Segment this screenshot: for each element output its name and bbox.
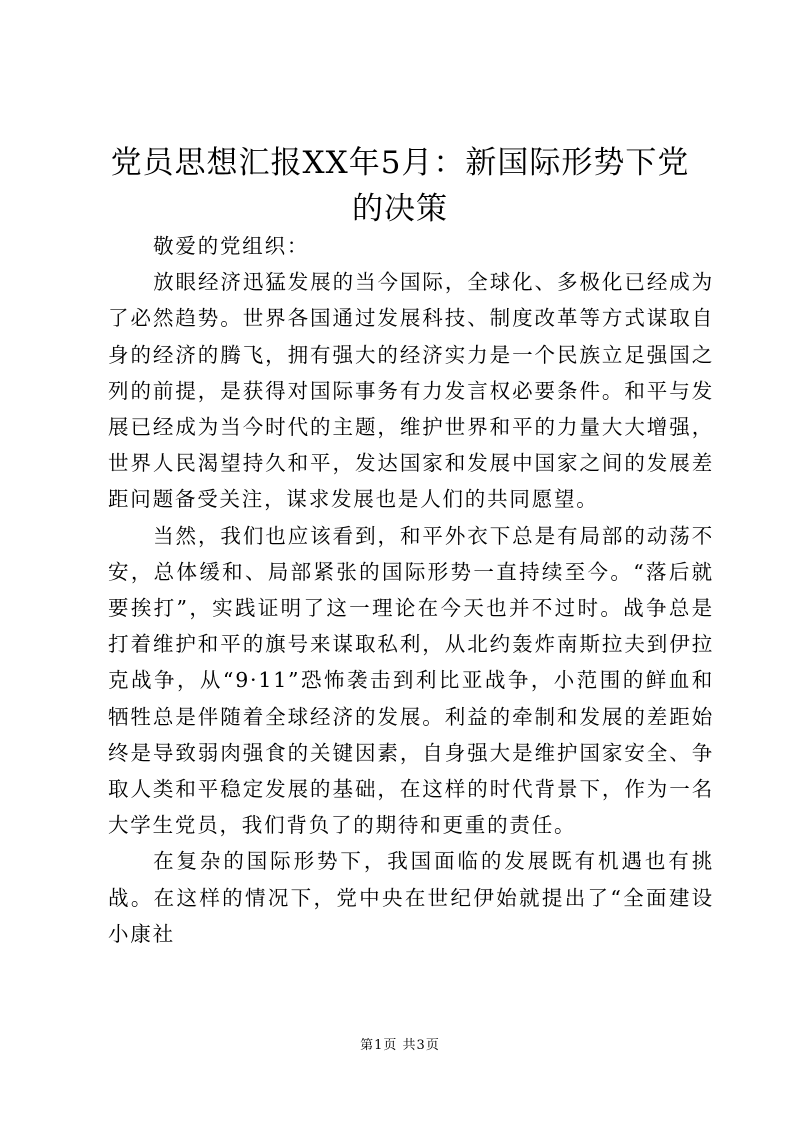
salutation: 敬爱的党组织： [153,234,310,258]
page-footer: 第1页 共3页 [360,1038,440,1053]
document-body [108,228,714,952]
paragraph-2: 当然，我们也应该看到，和平外衣下总是有局部的动荡不安，总体缓和、局部紧张的国际形势一直持续至今。“落后就要挨打”，实践证明了这一理论在今天也并不过时。战争总是打着维护和平的旗号来谋取私利，从北约轰炸南斯拉夫到伊拉克战争，从“9·11”恐怖袭击到利比亚战争，小范围的鲜血和牺牲总是伴随着全球经济的发展。利益的牵制和发展的差距始终是导致弱肉强食的关键因素，自身强大是维护国家安全、争取人类和平稳定发展的基础，在这样的时代背景下，作为一名大学生党员，我们背负了的期待和更重的责任。 [108,523,714,838]
document-title: 党员思想汇报XX年5月：新国际形势下党的决策 [110,145,690,227]
paragraph-3: 在复杂的国际形势下，我国面临的发展既有机遇也有挑战。在这样的情况下，党中央在世纪伊始就提出了“全面建设小康社 [108,849,714,946]
paragraph-1: 放眼经济迅猛发展的当今国际，全球化、多极化已经成为了必然趋势。世界各国通过发展科技、制度改革等方式谋取自身的经济的腾飞，拥有强大的经济实力是一个民族立足强国之列的前提，是获得对国际事务有力发言权必要条件。和平与发展已经成为当今时代的主题，维护世界和平的力量大大增强，世界人民渴望持久和平，发达国家和发展中国家之间的发展差距问题备受关注，谋求发展也是人们的共同愿望。 [108,270,714,512]
